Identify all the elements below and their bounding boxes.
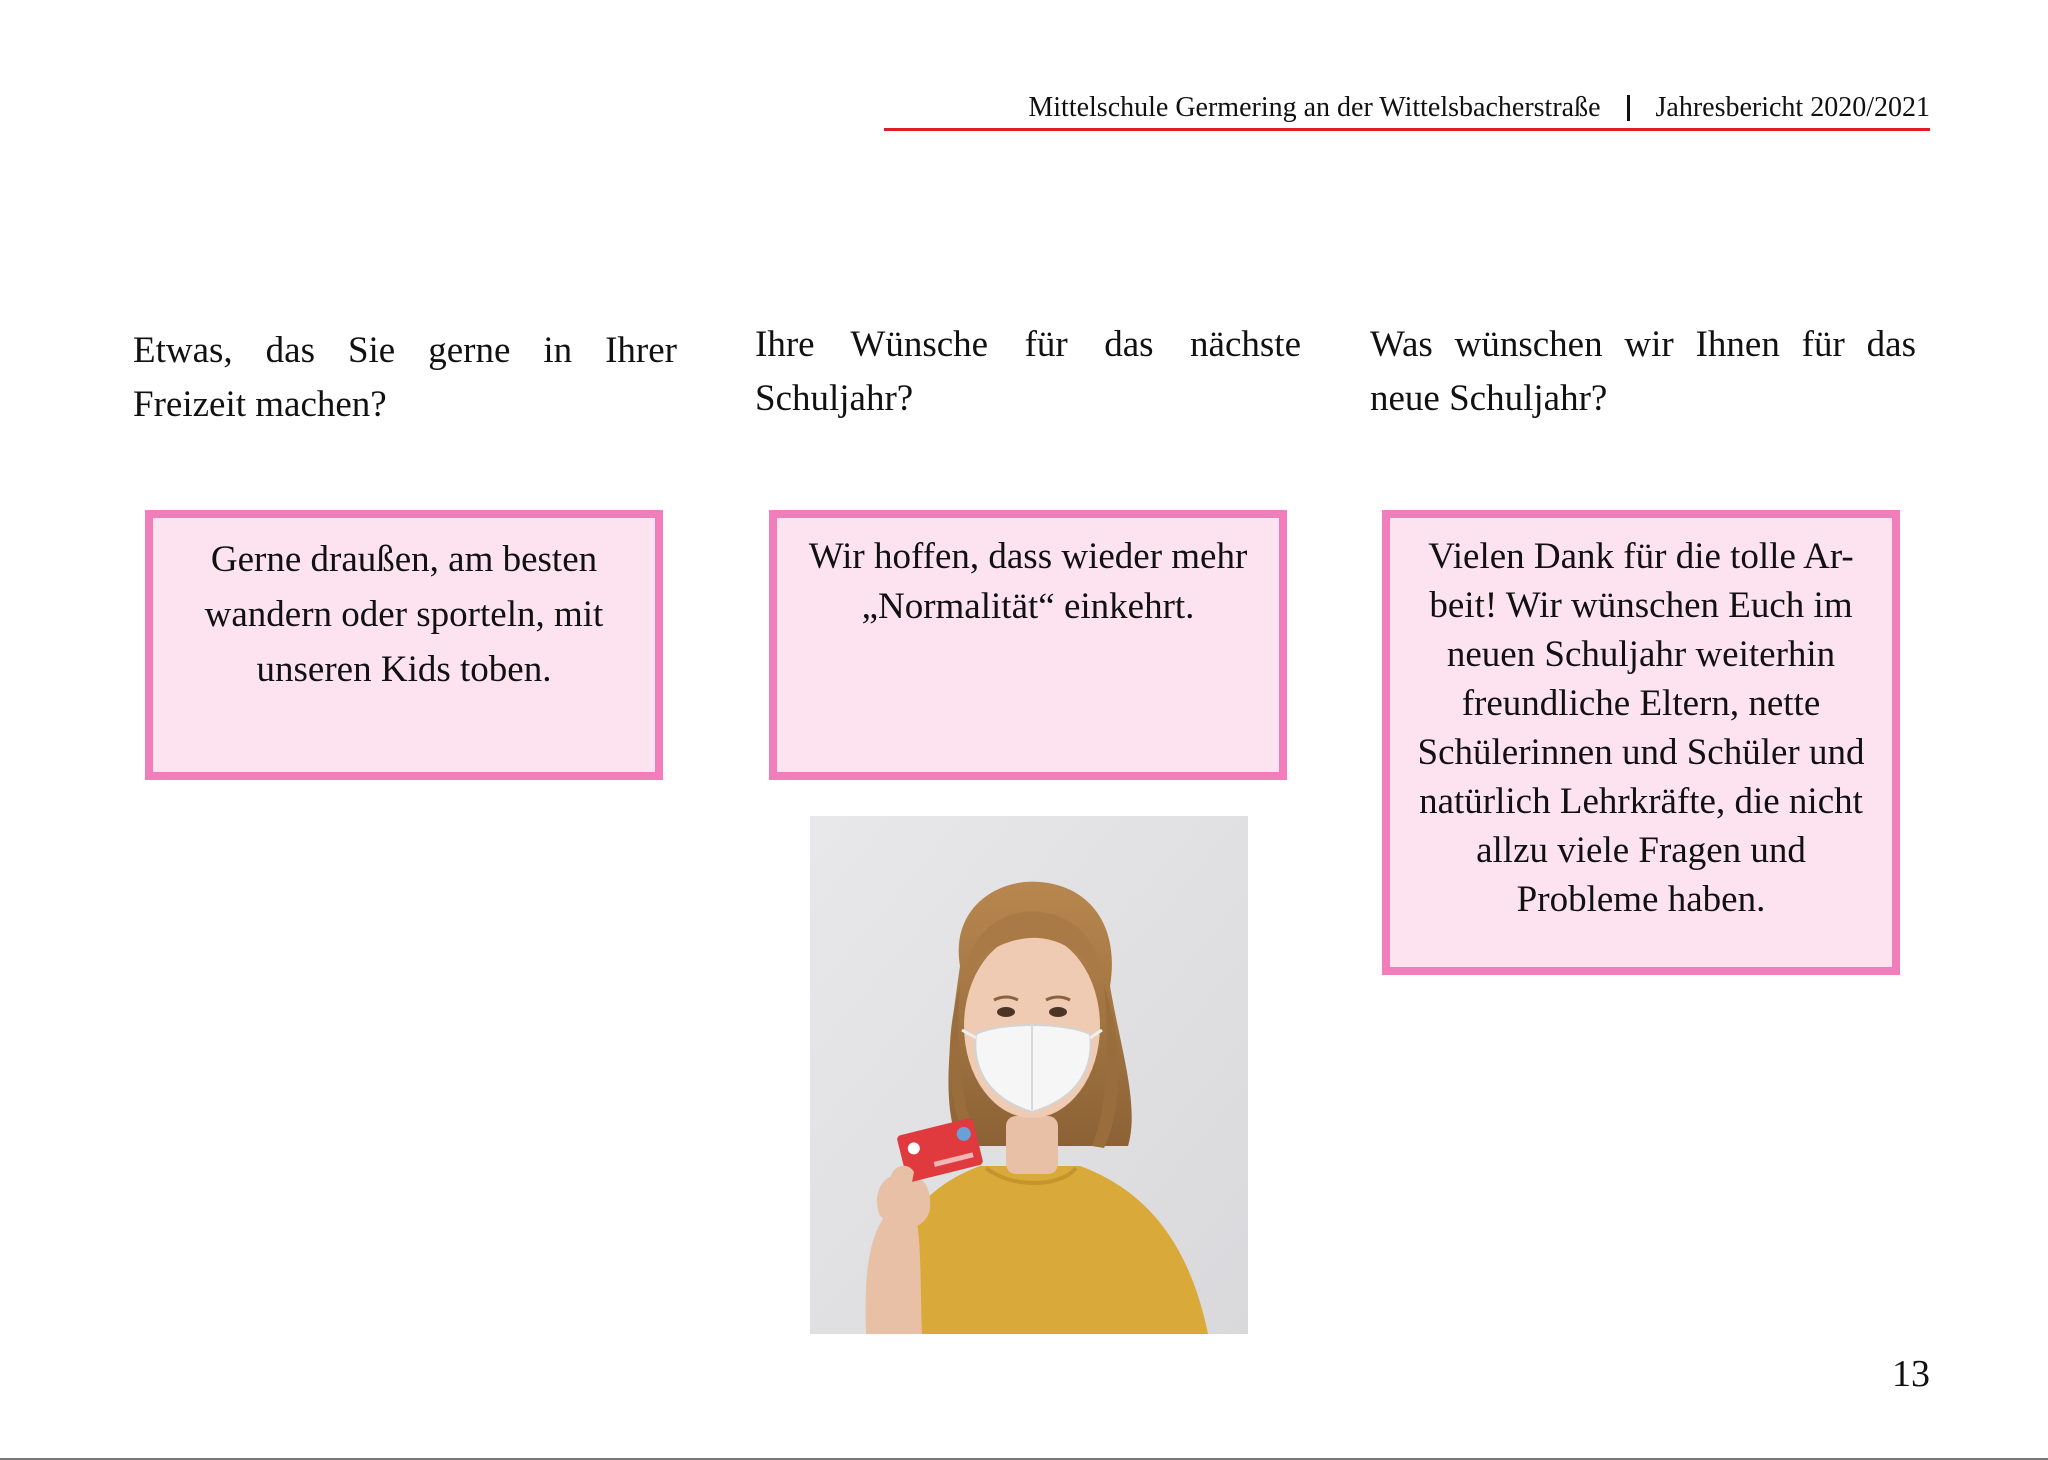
header-report-title: Jahresbericht 2020/2021	[1655, 92, 1930, 123]
question-leisure: Etwas, das Sie gerne in Ihrer Freizeit machen?	[133, 330, 677, 425]
question-wishes: Ihre Wünsche für das nächste Schuljahr?	[755, 324, 1301, 419]
answer-box-wishes: Wir hoffen, dass wieder mehr „Normalität“ einkehrt.	[769, 510, 1287, 780]
woman-with-mask-holding-card-photo	[810, 816, 1248, 1334]
header-school-name: Mittelschule Germering an der Wittelsbacherstraße	[1028, 92, 1601, 123]
portrait-photo	[810, 816, 1248, 1334]
answer-box-our-wishes: Vielen Dank für die tolle Ar-beit! Wir wünschen Euch im neuen Schuljahr weiterhin freundliche Eltern, nette Schülerinnen und Schüler und natürlich Lehrkräfte, die nicht allzu viele Fragen und Probleme haben.	[1382, 510, 1900, 975]
header-rule	[884, 128, 1930, 131]
page-number: 13	[1892, 1353, 1930, 1395]
answer-box-leisure: Gerne draußen, am besten wandern oder sporteln, mit unseren Kids toben.	[145, 510, 663, 780]
page-header	[884, 86, 1930, 130]
header-separator	[1627, 95, 1630, 121]
question-our-wishes: Was wünschen wir Ihnen für das neue Schuljahr?	[1370, 324, 1916, 419]
